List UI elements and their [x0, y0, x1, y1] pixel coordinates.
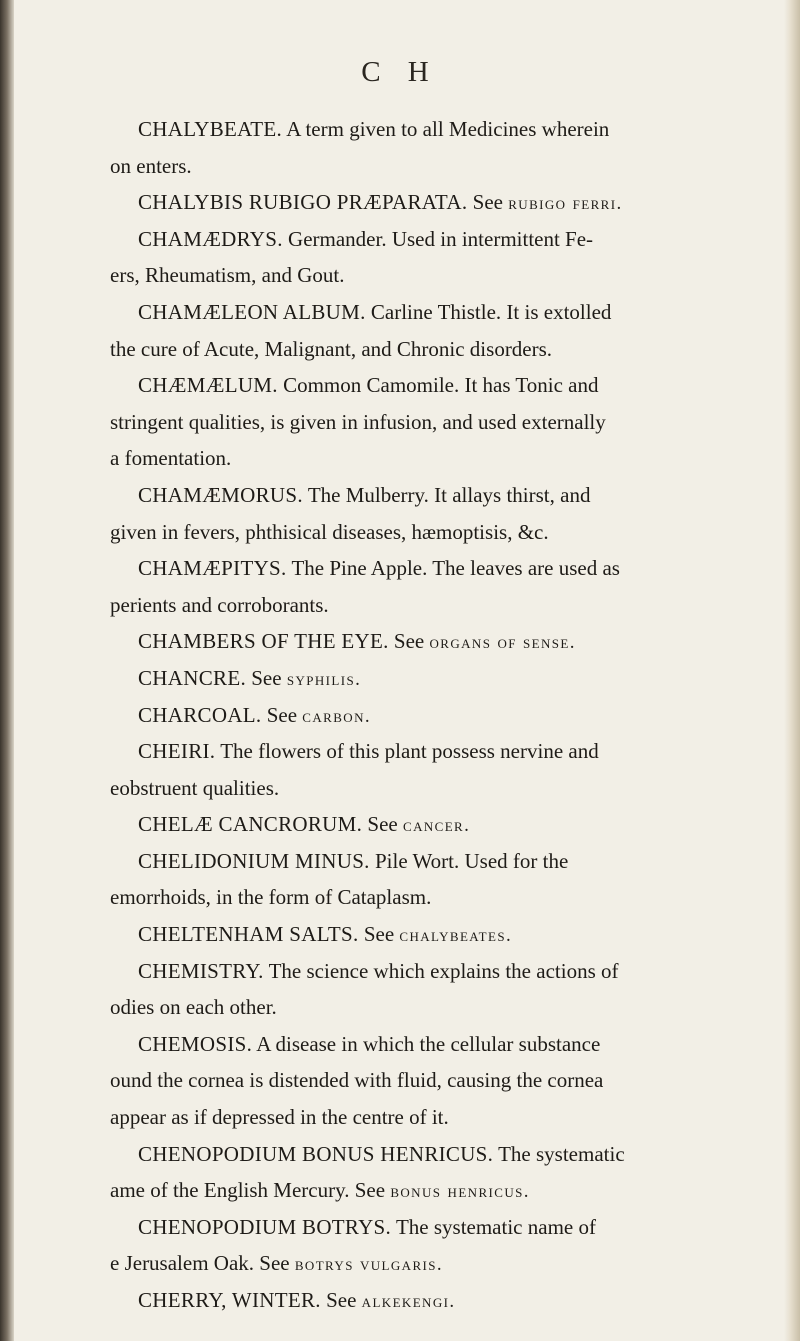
entry-headword: CHEMISTRY.: [138, 958, 264, 983]
entry-definition: Pile Wort. Used for the: [374, 848, 569, 873]
cross-reference: bonus henricus.: [390, 1181, 530, 1203]
entry-headword: CHARCOAL.: [138, 702, 262, 727]
entry-headword: CHERRY, WINTER.: [138, 1288, 321, 1312]
entry-continuation: perients and corroborants.: [110, 592, 329, 617]
entry-continuation: eobstruent qualities.: [110, 775, 280, 800]
running-head: C H: [361, 56, 439, 88]
entry-definition: The flowers of this plant possess nervine and: [220, 739, 599, 764]
entry-headword: CHANCRE.: [138, 665, 246, 690]
cross-reference: botrys vulgaris.: [294, 1254, 444, 1276]
entry-line: [124, 843, 774, 880]
entry-line: [124, 111, 774, 148]
entry-continuation: [110, 1172, 774, 1209]
entry-line: [124, 1136, 774, 1173]
entry-continuation: on enters.: [110, 153, 192, 178]
entry-headword: CHELTENHAM SALTS.: [138, 922, 359, 947]
entry-line: [124, 806, 774, 843]
entry-headword: CHAMÆMORUS.: [138, 482, 303, 507]
entry-continuation: ers, Rheumatism, and Gout.: [110, 263, 345, 288]
entry-headword: CHAMÆLEON ALBUM.: [138, 299, 366, 324]
entry-headword: CHEIRI.: [138, 739, 216, 764]
entry-headword: CHENOPODIUM BONUS HENRICUS.: [138, 1141, 494, 1166]
page-edge: [784, 0, 800, 1341]
entry-continuation: [110, 1245, 774, 1282]
entry-line: [124, 221, 774, 258]
entry-continuation: odies on each other.: [110, 995, 277, 1020]
entry-line: [124, 733, 774, 770]
entry-definition: See: [266, 702, 298, 727]
entry-headword: CHELIDONIUM MINUS.: [138, 848, 370, 873]
entry-continuation: ound the cornea is distended with fluid, causing the cornea: [110, 1068, 604, 1093]
entry-line: [124, 294, 774, 331]
entry-headword: CHALYBEATE.: [138, 117, 283, 141]
entry-headword: CHAMBERS OF THE EYE.: [138, 629, 389, 654]
entry-line: [124, 953, 774, 990]
entry-definition: The Mulberry. It allays thirst, and: [307, 482, 591, 507]
entry-line: [124, 697, 774, 734]
entry-headword: CHAMÆPITYS.: [138, 556, 287, 581]
entry-continuation: given in fevers, phthisical diseases, hæmoptisis, &c.: [110, 519, 549, 544]
entry-continuation: appear as if depressed in the centre of it.: [110, 1105, 449, 1130]
entry-definition: ame of the English Mercury. See: [110, 1178, 386, 1203]
entry-definition: See: [326, 1288, 357, 1312]
entry-definition: Carline Thistle. It is extolled: [370, 299, 612, 324]
entry-continuation: a fomentation.: [110, 446, 232, 471]
entry-definition: A disease in which the cellular substance: [256, 1031, 601, 1056]
entry-definition: See: [251, 665, 282, 690]
entry-line: [124, 1209, 774, 1246]
entry-definition: See: [472, 190, 503, 215]
entry-continuation: emorrhoids, in the form of Cataplasm.: [110, 885, 432, 910]
cross-reference: alkekengi.: [361, 1291, 456, 1312]
entry-definition: The science which explains the actions of: [268, 958, 619, 983]
entry-definition: See: [367, 812, 398, 837]
entry-definition: Germander. Used in intermittent Fe-: [288, 226, 594, 251]
cross-reference: rubigo ferri.: [508, 193, 623, 215]
page-binding-shadow: [0, 0, 14, 1341]
entry-line: [124, 477, 774, 514]
entry-line: [124, 916, 774, 953]
cross-reference: syphilis.: [286, 668, 362, 690]
cross-reference: carbon.: [302, 705, 372, 727]
cross-reference: cancer.: [403, 815, 471, 837]
entry-line: [124, 660, 774, 697]
entry-line: [124, 1026, 774, 1063]
entry-headword: CHENOPODIUM BOTRYS.: [138, 1214, 392, 1239]
entry-headword: CHEMOSIS.: [138, 1031, 253, 1056]
entry-line: [124, 184, 774, 221]
entry-headword: CHALYBIS RUBIGO PRÆPARATA.: [138, 190, 468, 215]
entry-definition: The Pine Apple. The leaves are used as: [291, 556, 620, 581]
cross-reference: chalybeates.: [399, 925, 513, 947]
entry-line: [124, 367, 774, 404]
dictionary-entries: [110, 111, 774, 1319]
entry-definition: See: [393, 629, 425, 654]
entry-continuation: the cure of Acute, Malignant, and Chronic disorders.: [110, 336, 553, 361]
entry-definition: The systematic name of: [395, 1214, 596, 1239]
entry-definition: The systematic: [498, 1141, 625, 1166]
entry-continuation: stringent qualities, is given in infusion, and used externally: [110, 409, 606, 434]
entry-headword: CHÆMÆLUM.: [138, 373, 278, 398]
entry-definition: See: [363, 922, 395, 947]
entry-headword: CHAMÆDRYS.: [138, 226, 283, 251]
cross-reference: organs of sense.: [429, 632, 576, 654]
entry-definition: e Jerusalem Oak. See: [110, 1251, 290, 1276]
entry-definition: Common Camomile. It has Tonic and: [283, 373, 599, 398]
entry-definition: A term given to all Medicines wherein: [286, 117, 610, 141]
entry-line: [124, 1282, 774, 1319]
entry-headword: CHELÆ CANCRORUM.: [138, 812, 363, 837]
entry-line: [124, 550, 774, 587]
entry-line: [124, 623, 774, 660]
